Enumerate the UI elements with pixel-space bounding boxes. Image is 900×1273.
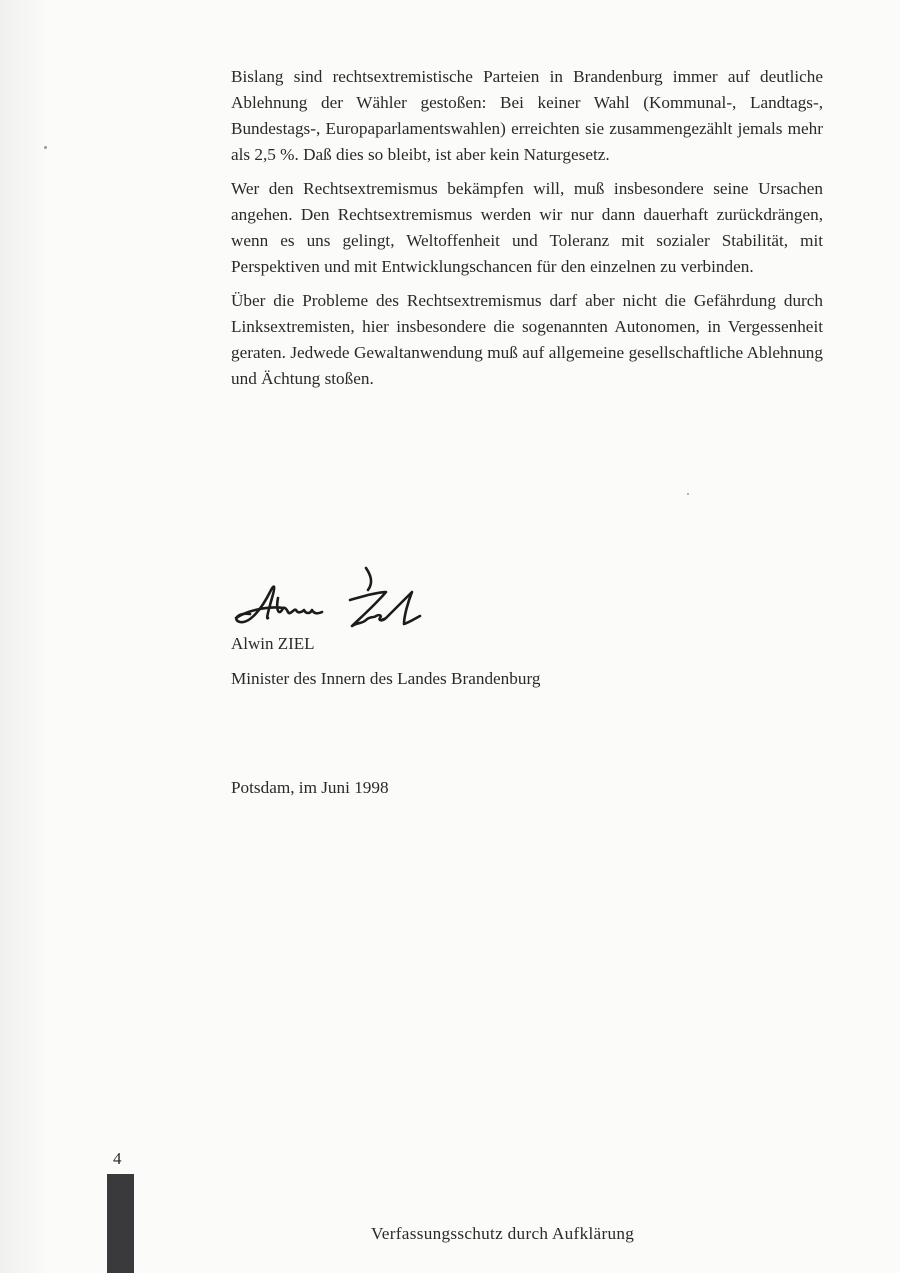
scan-speck bbox=[687, 493, 689, 495]
paragraph-3: Über die Probleme des Rechtsextremismus darf aber nicht die Gefährdung durch Linksextremisten, hier insbesondere die sogenannten Autonomen, in Vergessenheit geraten. Jedwede Gewaltanwendung muß auf allgemeine gesellschaftliche Ablehnung und Ächtung stoßen. bbox=[231, 291, 823, 388]
scan-speck bbox=[44, 146, 47, 149]
page-marker-bar bbox=[107, 1174, 134, 1273]
footer-title: Verfassungsschutz durch Aufklärung bbox=[371, 1224, 635, 1243]
paragraph-1: Bislang sind rechtsextremistische Parteien in Brandenburg immer auf deutliche Ablehnung der Wähler gestoßen: Bei keiner Wahl (Kommunal-, Landtags-, Bundestags-, Europaparlamentswahlen) erreichten sie zusammengezählt jemals mehr als 2,5 %. Daß dies so bleibt, ist aber kein Naturgesetz. bbox=[231, 67, 823, 164]
handwritten-signature bbox=[228, 562, 438, 642]
signer-title: Minister des Innern des Landes Brandenburg bbox=[231, 669, 541, 688]
page-number: 4 bbox=[113, 1149, 122, 1168]
body-text bbox=[231, 64, 823, 400]
page-edge-shadow bbox=[0, 0, 48, 1273]
signer-name: Alwin ZIEL bbox=[231, 634, 315, 653]
place-date: Potsdam, im Juni 1998 bbox=[231, 778, 389, 797]
paragraph-2: Wer den Rechtsextremismus bekämpfen will, muß insbesondere seine Ursachen angehen. Den Rechtsextremismus werden wir nur dann dauerhaft zurückdrängen, wenn es uns gelingt, Weltoffenheit und Toleranz mit sozialer Stabilität, mit Perspektiven und mit Entwicklungschancen für den einzelnen zu verbinden. bbox=[231, 179, 823, 276]
